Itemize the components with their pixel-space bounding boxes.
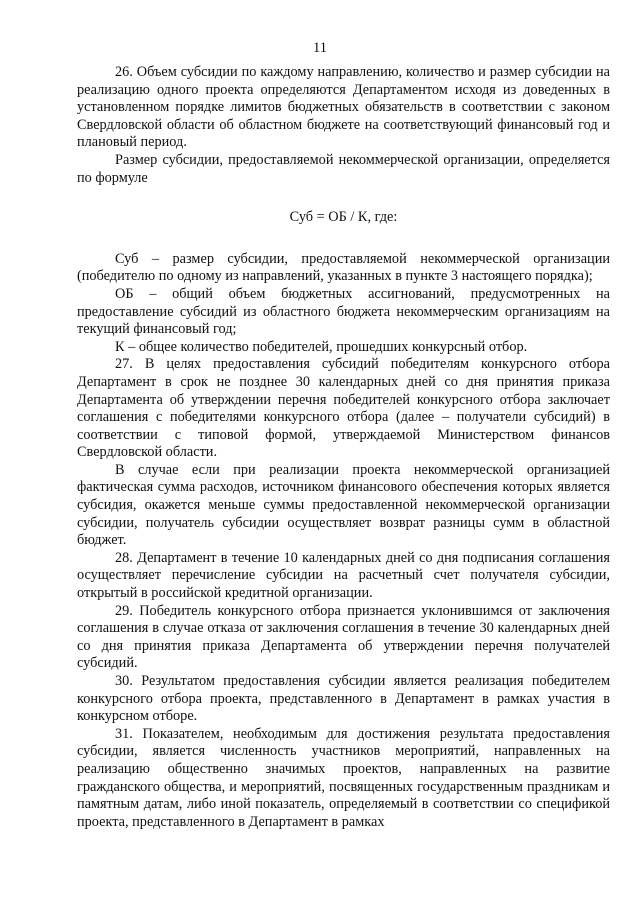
paragraph-29: 29. Победитель конкурсного отбора признается уклонившимся от заключения соглашения в случае отказа от заключения соглашения в течение 30 календарных дней со дня принятия приказа Департамента об утверждении перечня получателей субсидий.: [77, 602, 610, 672]
paragraph-31: 31. Показателем, необходимым для достижения результата предоставления субсидии, является численность участников мероприятий, направленных на реализацию общественно значимых проектов, направленных на развитие гражданского общества, и мероприятий, посвященных государственным праздникам и памятным датам, либо иной показатель, определяемый в соответствии со спецификой проекта, представленного в Департамент в рамках: [77, 725, 610, 830]
paragraph-sub-definition: Суб – размер субсидии, предоставляемой некоммерческой организации (победителю по одному из направлений, указанных в пункте 3 настоящего порядка);: [77, 250, 610, 285]
paragraph-formula-intro: Размер субсидии, предоставляемой некоммерческой организации, определяется по формуле: [77, 151, 610, 186]
paragraph-27-refund: В случае если при реализации проекта некоммерческой организацией фактическая сумма расходов, источником финансового обеспечения которых является субсидия, окажется меньше суммы предоставленной некоммерческой организации субсидии, получатель субсидии осуществляет возврат разницы сумм в областной бюджет.: [77, 461, 610, 549]
document-body: [77, 64, 610, 831]
paragraph-26: 26. Объем субсидии по каждому направлению, количество и размер субсидии на реализацию одного проекта определяются Департаментом исходя из доведенных в установленном порядке лимитов бюджетных обязательств в соответствии с законом Свердловской области об областном бюджете на соответствующий финансовый год и плановый период.: [77, 64, 610, 151]
paragraph-30: 30. Результатом предоставления субсидии является реализация победителем конкурсного отбора проекта, представленного в Департамент в рамках участия в конкурсном отборе.: [77, 673, 610, 725]
paragraph-28: 28. Департамент в течение 10 календарных дней со дня подписания соглашения осуществляет перечисление субсидии на расчетный счет получателя субсидии, открытый в российской кредитной организации.: [77, 549, 610, 602]
formula: Суб = ОБ / К, где:: [289, 209, 398, 226]
page-number: 11: [313, 40, 327, 56]
paragraph-ob-definition: ОБ – общий объем бюджетных ассигнований, предусмотренных на предоставление субсидий из областного бюджета некоммерческим организациям на текущий финансовый год;: [77, 285, 610, 338]
paragraph-k-definition: К – общее количество победителей, прошедших конкурсный отбор.: [115, 338, 528, 355]
paragraph-27: 27. В целях предоставления субсидий победителям конкурсного отбора Департамент в срок не позднее 30 календарных дней со дня принятия приказа Департамента об утверждении перечня победителей конкурсного отбора заключает соглашения с победителями конкурсного отбора (далее – получатели субсидий) в соответствии с типовой формой, утверждаемой Министерством финансов Свердловской области.: [77, 356, 610, 461]
